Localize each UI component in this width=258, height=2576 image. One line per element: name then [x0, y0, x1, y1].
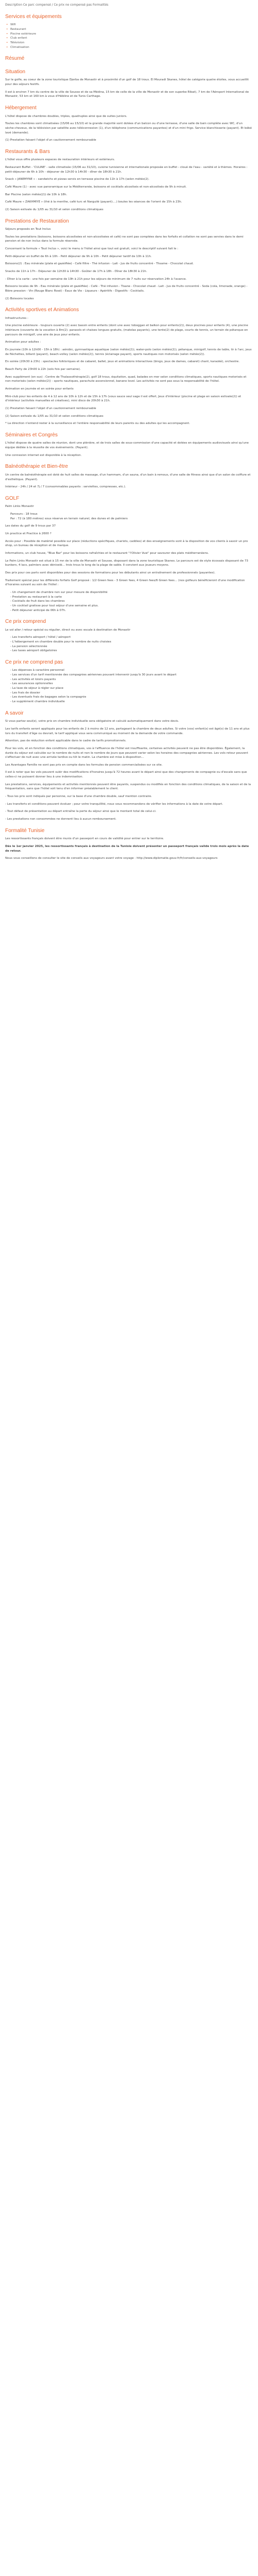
activites-paragraph: Animation en journée et en soirée pour enfants	[5, 387, 74, 391]
savoir-paragraph: Les tarifs enfants seront appliqués pour les enfants de 2 à moins de 12 ans, partageant la chambre de deux adultes. Si votre (vos) enfant(s) est âgé(s) de 11 ans et plus lors du transfert d'âge ou devrait, le tarif appliqué vous sera communiqué au moment de la demande de votre commande.	[5, 727, 250, 735]
activites-paragraph: Avec supplément (en sus) : Centre de Thalassothérapie(2), golf 18 trous, équitation, quad, balades en mer selon conditions climatiques, sports nautiques motorisés et non-motorisés (selon météo(2)) - sports nautiques, parachute ascensionnel, banane lovel. Les activités ne sont pas sous la responsabilité de l'hôtel.	[5, 375, 247, 383]
activites-paragraph: Mini-club pour les enfants de 4 à 12 ans de 10h à 12h et de 15h à 17h (vous sauce seul sage il est offert, Jeux d'intérieur (piscine et plage en saison estivale(2)) et d'intérieur (activités manuelles et créatives), mini disco de 20h30 à 21h.	[5, 395, 241, 403]
service-item: • Restaurant	[6, 27, 253, 32]
golf-paragraph: Le Palm Links Monastir est situé à 15 mn de la ville de Monastir et Sousse, disposant dans la zone touristique Skanes. Le parcours est de style écossais disposant de 73 bunkers, 4 lacs, palmiers avec dénivelé... trois trous le long de la plage de sable. Il convient aux joueurs moyens.	[5, 559, 248, 567]
service-item: • Piscine extérieure	[6, 32, 253, 37]
golf-dash-item: - Cocktails de fruit dans les chambres	[10, 600, 65, 603]
restaurants-paragraph: Bar Piscine (selon météo(2)) de 10h à 18h.	[5, 193, 67, 196]
savoir-paragraph: - Tout défaut de présentation au départ entraîne la perte du séjour ainsi que le montant total de celui-ci.	[5, 810, 156, 814]
savoir-paragraph: Les Avantages Famille ne sont pas pris en compte dans les formules de pension commercialisées sur ce site.	[5, 763, 163, 767]
savoir-title: A savoir	[5, 710, 24, 716]
prix-comprend-item: - L'hébergement en chambre double pour le nombre de nuits choisies	[10, 640, 111, 644]
prix-pas-list	[5, 668, 253, 704]
activites-paragraph: Animation pour adultes :	[5, 341, 41, 344]
situation-paragraph: Il est à environ 7 km du centre de la ville de Sousse et de sa Médina, 15 km de celle de la ville de Monastir et de son superbe Ribat), 7 km de l'Aéroport International de Monastir, 53 km et 160 km à vous d'Hébline et de Tunis Carthage.	[5, 90, 249, 98]
golf-title: GOLF	[5, 495, 20, 501]
prix-pas-item: - Les assurances optionnelles	[10, 682, 53, 686]
activites-paragraph: Infrastructures :	[5, 316, 28, 320]
golf-dash-item: - Petit déjeuner anticipé de 06h à 07h.	[10, 608, 66, 612]
savoir-paragraph: Pour les vols, et en fonction des conditions climatiques, vos à l'affluence de l'hôtel est insuffisante, certaines activités peuvent ne pas être disponibles. Également, la durée du séjour est calculée sur le nombre de nuits et non le nombre de jours que peuvent varier selon les horaires des compagnies aériennes. Les vols retour peuvent s'effectuer de nuit avec une arrivée tardive ou tôt le matin. La chambre est mise à disposition...	[5, 747, 248, 759]
hebergement-note: (1) Prestation faisant l'objet d'un cautionnement remboursable	[5, 139, 96, 142]
savoir-paragraph: - Les transferts et conditions peuvent évoluer ; pour votre tranquillité, nous vous recommandons de vérifier les informations à la date de votre départ.	[5, 802, 223, 806]
balneo-paragraph: Un centre de balnéothérapie est doté de huit salles de massage, d'un hammam, d'un sauna, d'un bain à remous, d'une salle de fitness ainsi que d'un salon de coiffure et d'esthétique. (Payant).	[5, 473, 251, 481]
savoir-paragraph: - Les prestations non consommées ne donnent lieu à aucun remboursement.	[5, 818, 117, 821]
balneo-paragraph: Intérieur - 24h / 24 et 7j / 7 (consommables payants : serviettes, compresses, etc.).	[5, 485, 126, 489]
prix-comprend-item: - Les taxes aéroport obligatoires	[10, 649, 57, 653]
hebergement-paragraph: L'hôtel dispose de chambres doubles, triples, quadruples ainsi que de suites juniors.	[5, 114, 127, 118]
activites-paragraph: En journée (10h à 12h00 - 15h à 18h) : aérobic, gymnastique aquatique (selon météo(2)), water-polo (selon météo(2)), pétanque, minigolf, tennis de table, tir à l'arc, jeux de fléchettes, billard (payant), beach-volley (selon météo(2)), tennis (éclairage payant), sports nautiques non motorisés (selon météo(2)).	[5, 348, 252, 356]
balneo-title: Balnéothérapie et Bien-être	[5, 464, 68, 470]
savoir-paragraph: Les prestations, services, équipements et activités mentionnés peuvent être payants, suspendus ou modifiés en fonction des conditions climatiques, de la saison et de la fréquentation, sans que l'hôtel soit tenu d'en informer préalablement le client.	[5, 783, 251, 791]
prestations-paragraph: Petit-déjeuner en buffet de 6h à 10h - Petit déjeuner de 9h à 10h - Petit déjeuner tardif de 10h à 11h.	[5, 255, 152, 258]
prix-pas-item: - Les activités et loisirs payants	[10, 677, 56, 681]
prix-pas-title: Ce prix ne comprend pas	[5, 659, 63, 665]
prix-comprend-intro: Le vol aller / retour spécial ou régulier, direct ou avec escale à destination de Monastir	[5, 628, 131, 632]
seminaires-title: Séminaires et Congrès	[5, 432, 58, 438]
prestations-paragraph: Toutes les prestations (boissons, boissons alcoolisées et non-alcoolisées et café) ne sont pas comptées dans les forfaits et collation ne sont pas servies dans le demi pension et de non inclus dans la formule réservée.	[5, 235, 244, 243]
services-title: Services et équipements	[5, 13, 62, 20]
situation-title: Situation	[5, 69, 25, 75]
formalite-paragraph: Les ressortissants français doivent être munis d'un passeport en cours de validité pour entrer sur le territoire.	[5, 837, 164, 841]
golf-dash-item: - Un changement de chambre non sur pour mesure de disponibilité	[10, 590, 108, 594]
prix-pas-item: - Les frais de dossier	[10, 691, 40, 694]
activites-title: Activités sportives et Animations	[5, 307, 79, 313]
activites-paragraph: Beach Party de 23h00 à 22h (sols fois par semaine).	[5, 368, 81, 371]
prix-pas-item: - Les services d'un tarif mentionnée des compagnies aériennes pouvant intervenir jusqu'à 30 jours avant le départ	[10, 673, 176, 677]
golf-list-item: Parcours : 18 trous	[10, 513, 38, 516]
golf-paragraph: Un practice et Practice à 2600 ?	[5, 532, 52, 536]
hebergement-paragraph: Toutes les chambres sont climatisées (15/06 au 15/10) et la grande majorité sont dotées d'un balcon ou d'une terrasse, d'une salle de bain complète avec WC, d'un sèche-cheveux, de la télévision par satellite avec téléconnexion (1), d'un téléphone (communications payantes) et d'un mini frigo. Service blanchisserie (payant). Et bébé lavé (demande).	[5, 122, 252, 134]
activites-note: (1) Prestation faisant l'objet d'un cautionnement remboursable	[5, 406, 96, 410]
prix-pas-item: - La taxe de séjour à régler sur place	[10, 687, 63, 690]
savoir-paragraph: - Tous les prix sont indiqués par personne, sur la base d'une chambre double, sauf mention contraire.	[5, 795, 152, 799]
situation-paragraph: Sur le golfe, au coeur de la zone touristique Djerba de Monastir et à proximité d'un golf de 18 trous. El Mouradi Skanes, hôtel de catégorie quatre étoiles, vous accueillit pour des séjours festifs.	[5, 78, 249, 87]
prix-comprend-title: Ce prix comprend	[5, 619, 46, 625]
prestations-paragraph: Boissons(2) : Eau minérale (plate et gazéifiée) - Café filtre - Thé infusion - Lait - Jus de fruits concentré - Thsame - Chocolat chaud.	[5, 262, 194, 266]
prix-pas-item: - Les dépenses à caractère personnel	[10, 669, 64, 672]
activites-note: * La direction n'entend rester à la surveillance et l'entière responsabilité de leurs parents ou des adultes qui les accompagnent.	[5, 422, 190, 426]
prix-comprend-list	[5, 635, 253, 653]
golf-list	[5, 512, 253, 521]
hebergement-title: Hébergement	[5, 105, 37, 111]
savoir-paragraph: Il est à noter que les vols peuvent subir des modifications d'horaires jusqu'à 72 heures avant le départ ainsi que des changements de compagnie ou d'escale sans que celles-ci ne puissent donner lieu à une indemnisation.	[5, 771, 247, 779]
golf-paragraph: Les dates du golf de 9 trous par 37	[5, 524, 56, 528]
prix-comprend-item: - La pension sélectionnée	[10, 645, 47, 648]
prestations-paragraph: Boissons locales de 9h - Eau minérale (plate et gazéifiée) - Café - Thé infusion - Tisane - Chocolat chaud - Lait - Jus de fruits concentré - Soda (cola, limonade, orange) - Bière pression - Vin (Rouge Blanc Rosé) - Eaux de Vie - Liqueurs - Apéritifs - Digestifs - Cocktails.	[5, 285, 248, 293]
prestations-paragraph: Snacks de 11h à 17h - Déjeuner de 12h30 à 14h30 - Goûter de 17h à 18h - Dîner de 18h30 à 21h.	[5, 270, 148, 274]
header-text: Description Ce parc compensé / Ce prix ne compensé pas Formalités	[5, 4, 108, 7]
restaurants-note: (2) Saison estivale du 1/05 au 31/10 et selon conditions climatiques	[5, 208, 104, 211]
services-list	[6, 23, 253, 49]
golf-dash-item: - Un cocktail gratisse pour tout séjour d'une semaine et plus.	[10, 604, 99, 607]
prestations-note: (2) Boissons locales	[5, 297, 34, 300]
service-item: • Climatisation	[6, 45, 253, 50]
restaurants-paragraph: Snack « JANEMYNE » - sandwichs et pizzas servis en terrasse piscine de 11h à 17h (selon météo(2).	[5, 178, 150, 181]
service-item: • Club enfant	[6, 36, 253, 41]
golf-paragraph: Des prix pour ces parts sont disponibles pour des sessions de formations pour les débutants ainsi un entraînement de professionnels (payantes).	[5, 571, 216, 574]
savoir-paragraph: Si vous partez seul(e), votre prix en chambre individuelle sera obligatoire et calculé automatiquement dans votre devis.	[5, 720, 179, 723]
service-item: • Wifi	[6, 23, 253, 27]
activites-note: (2) Saison estivale du 1/05 au 31/10 et selon conditions climatiques	[5, 414, 104, 418]
resume-title: Résumé	[5, 56, 25, 62]
golf-list-item: Par : 72 (à 180 mètres) sous réserve en terrain naturel, des dunes et de palmiers	[10, 517, 128, 520]
prestations-title: Prestations de Restauration	[5, 218, 69, 224]
savoir-paragraph: Attention, pas de réduction enfant applicable dans le cadre de tarifs promotionnels.	[5, 739, 126, 743]
restaurants-title: Restaurants & Bars	[5, 148, 50, 155]
golf-dash-item: - Prestation au restaurant à la carte	[10, 595, 62, 599]
activites-paragraph: En soirée (20h30 à 23h) : spectacles folkloriques et de cabaret, ballet, jeux et animations interactives (bingo, jeux de dames, cabaret) chant, karaoké), orchestre.	[5, 360, 240, 364]
seminaires-paragraph: Une connexion internet est disponible à la réception.	[5, 453, 82, 457]
formalite-link-paragraph[interactable]: Nous vous conseillons de consulter le site de conseils aux voyageurs avant votre voyage : http://www.diplomatie.gouv.fr/fr/conseils-aux-voyageurs	[5, 857, 218, 860]
formalite-paragraph: Dès le 1er janvier 2025, les ressortissants français à destination de la Tunisie doivent présenter un passeport français valide trois mois après la date de retour.	[5, 844, 249, 853]
activites-paragraph: Une piscine extérieure - toujours ouverte (2) avec bassin entre enfants (dont une avec toboggan et balkon pour enfants(2)), deux piscines pour enfants (4), une piscine intérieure (couverte de la vocation à 8m(2). parasols et chaises longues gratuits, (matelas payants), une tente(2) de plage, courts de tennis, un terrain de pétanque en parcours de minigolf, une aire de jeux pour enfants.	[5, 324, 248, 336]
restaurants-paragraph: Café Maure « ZAKHMIYE » (thé à la menthe, café turc et Narguilé (payant)....) boules les séances de l'orient de 15h à 23h.	[5, 200, 182, 204]
golf-dash-list	[5, 590, 253, 613]
golf-intro: Palm Links Monastir	[5, 505, 34, 509]
prix-comprend-item: - Les transferts aéroport / hôtel / aéroport	[10, 636, 71, 639]
prestations-paragraph: Séjours proposés en Tout Inclus	[5, 228, 51, 231]
golf-paragraph: Informations, un club house, "Blue Bar" pour les boissons rafraîchies et le restaurant "l'Olivier Vuw" pour savourer des plats méditerranéens.	[5, 551, 209, 555]
prestations-paragraph: - Dîner à la carte : une fois par semaine de 19h à 21h pour les séjours de minimum de 7 nuits sur réservation 24h à l'avance.	[5, 277, 187, 281]
prix-pas-item: - Les éventuels frais de bagages selon la compagnie	[10, 696, 86, 699]
service-item: • Télévision	[6, 41, 253, 45]
prix-pas-item: - Le supplément chambre individuelle	[10, 700, 65, 704]
restaurants-paragraph: L'hôtel vous offre plusieurs espaces de restauration intérieurs et extérieurs.	[5, 158, 115, 162]
restaurants-paragraph: Restaurant Buffet - 'CULINE' - salle climatisée (15/06 au 31/10), cuisine tunisienne et internationale proposée en buffet - cloué de l'eau - variété et à thèmes. Horaires : petit-déjeuner de 6h à 10h - déjeuner de 12h30 à 14h30 - dîner de 18h30 à 21h.	[5, 165, 248, 174]
formalite-title: Formalité Tunisie	[5, 827, 45, 834]
golf-paragraph: Traitement spécial pour les différents forfaits Golf proposé : 1/2 Green fees - 3 Green fees, 4 Green fees/6 Green fees... (nos golfeurs bénéficieront d'une modification d'horaires suivant au soin de l'hôtel :	[5, 579, 245, 587]
prestations-paragraph: Concernant la formule « Tout Inclus », voici le menu à l'hôtel ainsi que tout est gratuit, voici le descriptif suivant fait le :	[5, 247, 179, 251]
golf-paragraph: Accès pour : Possible de matériel possible sur place (réductions spécifiques, chariots, caddies) et des enseignements sont à la disposition de vos clients à savoir un pro shop, un bureau de réception et de marque.	[5, 539, 248, 548]
seminaires-paragraph: L'hôtel dispose de quatre salles de réunion, dont une plénière, et de trois salles de sous-commission d'une capacité et dotées en équipements audiovisuels ainsi qu'une équipe dédiée à la réussite de vos événements. (Payant).	[5, 442, 249, 450]
page	[0, 0, 258, 879]
restaurants-paragraph: Café Maure (1) - avec vue panoramique sur la Méditerranée, boissons et cocktails alcoolisés et non-alcoolisés de 9h à minuit.	[5, 185, 187, 189]
